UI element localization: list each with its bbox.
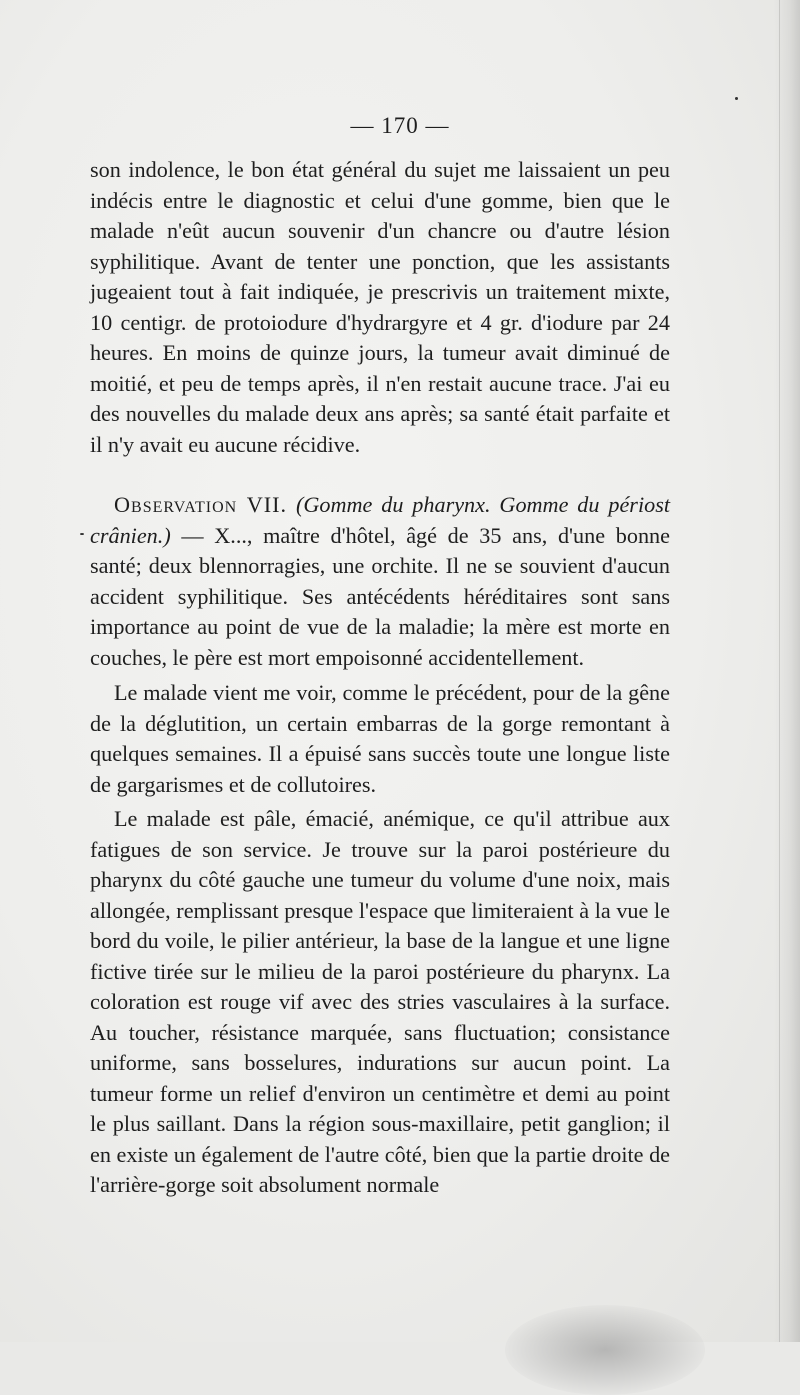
paragraph-2 [90,490,670,673]
page-edge-line [779,0,780,1342]
body-text [90,155,670,1201]
page-edge-shadow [774,0,800,1342]
scan-speck [80,533,84,535]
paragraph-gap [90,460,670,490]
paragraph-1: son indolence, le bon état général du sujet me laissaient un peu indécis entre le diagnostic et celui d'une gomme, bien que le malade n'eût aucun souvenir d'un chancre ou d'autre lésion syphilitique. Avant de tenter une ponction, que les assistants jugeaient tout à fait indiquée, je prescrivis un traitement mixte, 10 centigr. de protoiodure d'hydrargyre et 4 gr. d'iodure par 24 heures. En moins de quinze jours, la tumeur avait diminué de moitié, et peu de temps après, il n'en restait aucune trace. J'ai eu des nouvelles du malade deux ans après; sa santé était parfaite et il n'y avait eu aucune récidive. [90,157,670,457]
paragraph-2-text: — X..., maître d'hôtel, âgé de 35 ans, d'une bonne santé; deux blennorragies, une orchite. Il ne se souvient d'aucun accident syphilitique. Ses antécédents héréditaires sont sans importance au point de vue de la maladie; la mère est morte en couches, le père est mort empoisonné accidentellement. [90,522,670,670]
page-number: — 170 — [350,113,450,138]
observation-heading: Observation VII. [114,492,288,517]
scan-speck [735,97,738,100]
paragraph-4: Le malade est pâle, émacié, anémique, ce qu'il attribue aux fatigues de son service. Je trouve sur la paroi postérieure du pharynx du côté gauche une tumeur du volume d'une noix, mais allongée, remplissant presque l'espace que limiteraient à la vue le bord du voile, le pilier antérieur, la base de la langue et une ligne fictive tirée sur le milieu de la paroi postérieure du pharynx. La coloration est rouge vif avec des stries vasculaires à la surface. Au toucher, résistance marquée, sans fluctuation; consistance uniforme, sans bosselures, indurations sur aucun point. La tumeur forme un relief d'environ un centimètre et demi au point le plus saillant. Dans la région sous-maxillaire, petit ganglion; il en existe un également de l'autre côté, bien que la partie droite de l'arrière-gorge soit absolument normale [90,806,671,1197]
paragraph-3: Le malade vient me voir, comme le précédent, pour de la gêne de la déglutition, un certain embarras de la gorge remontant à quelques semaines. Il a épuisé sans succès toute une longue liste de gargarismes et de collutoires. [90,680,670,797]
library-stamp-shadow [505,1305,705,1395]
observation-subtitle: (Gomme du pharynx. Gomme du périost crânien.) [90,492,670,548]
